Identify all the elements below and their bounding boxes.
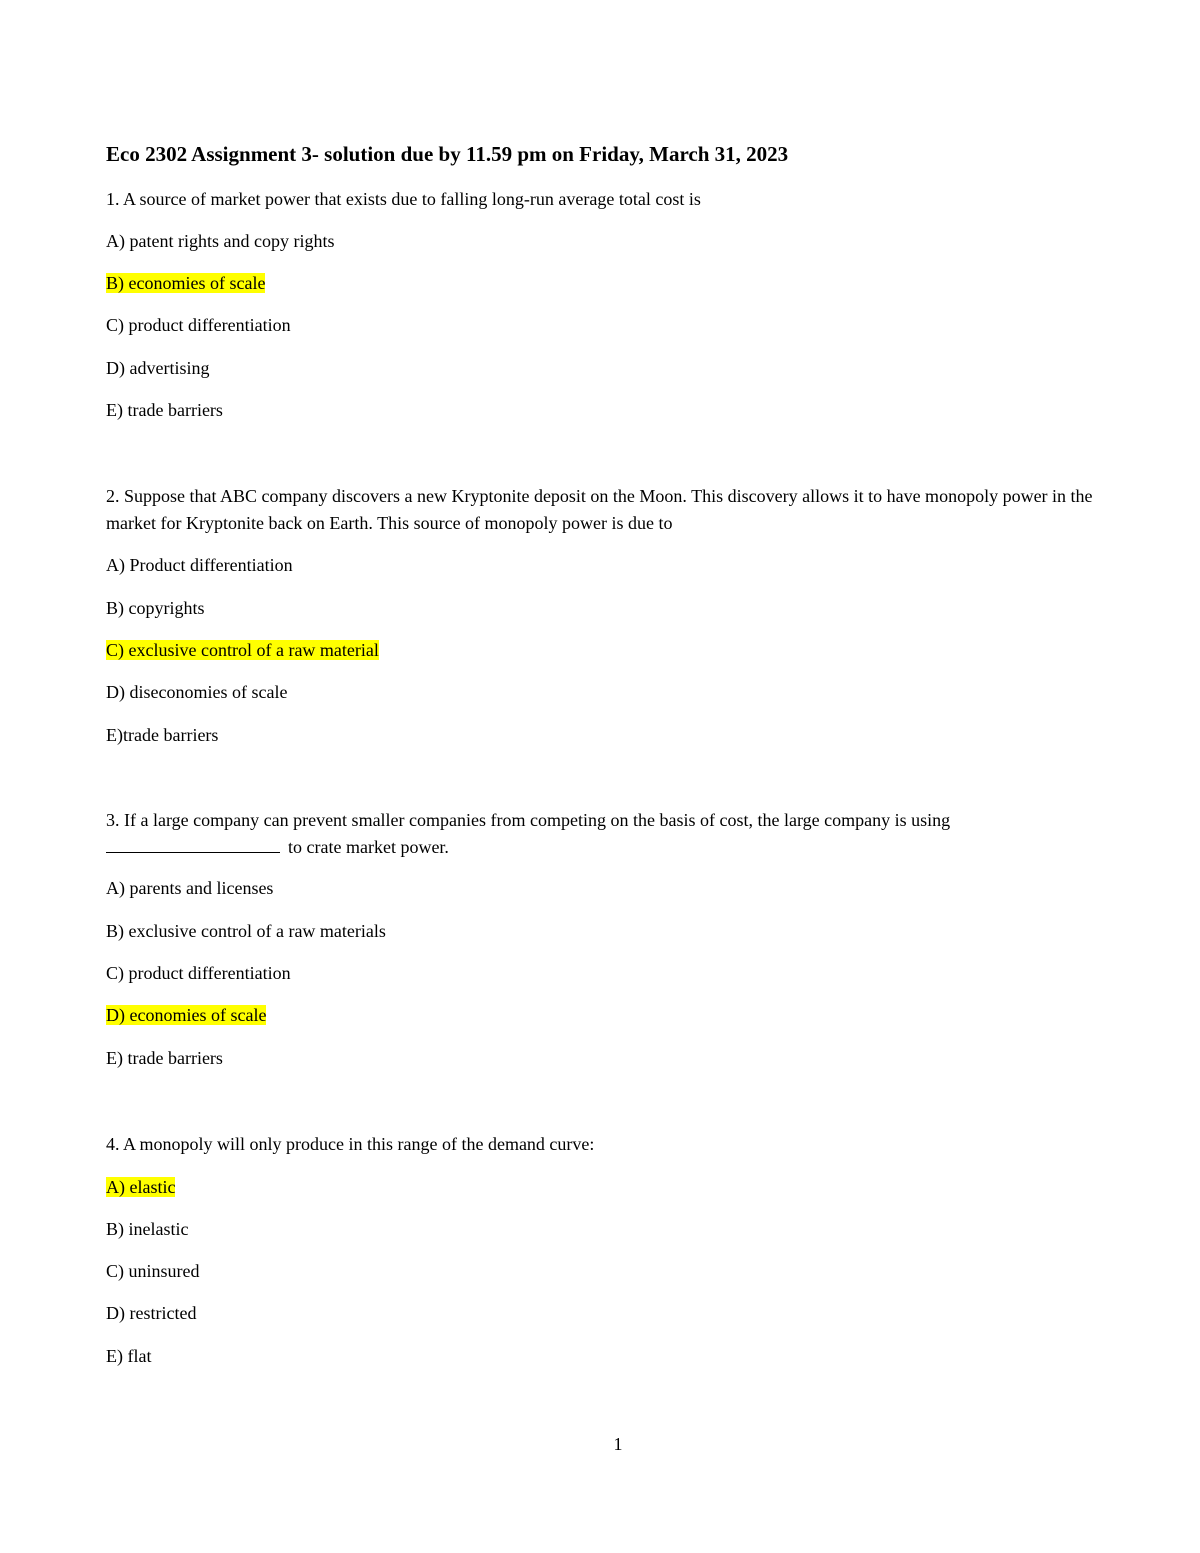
- question-2-option-c-answer: [106, 637, 379, 664]
- question-3-option-b: B) exclusive control of a raw materials: [106, 921, 386, 941]
- question-4-option-b: B) inelastic: [106, 1219, 189, 1239]
- question-1-stem: 1. A source of market power that exists due to falling long-run average total cost is: [106, 189, 701, 209]
- question-1-option-e: E) trade barriers: [106, 400, 223, 420]
- answer-highlight: D) economies of scale: [106, 1005, 267, 1025]
- question-3-option-e: E) trade barriers: [106, 1048, 223, 1068]
- question-3-stem-tail: to crate market power.: [106, 834, 449, 861]
- question-3-option-a: A) parents and licenses: [106, 878, 274, 898]
- question-3-option-c: C) product differentiation: [106, 963, 291, 983]
- fill-in-blank: [106, 834, 280, 853]
- question-4-option-c: C) uninsured: [106, 1261, 200, 1281]
- page-number: 1: [613, 1434, 623, 1454]
- question-2-option-d: D) diseconomies of scale: [106, 682, 288, 702]
- answer-highlight: A) elastic: [106, 1177, 176, 1197]
- question-2-option-e: E)trade barriers: [106, 725, 219, 745]
- question-1-option-c: C) product differentiation: [106, 315, 291, 335]
- question-4-option-e: E) flat: [106, 1346, 152, 1366]
- question-4-stem: 4. A monopoly will only produce in this range of the demand curve:: [106, 1134, 595, 1154]
- question-1-option-d: D) advertising: [106, 358, 210, 378]
- question-1-option-a: A) patent rights and copy rights: [106, 231, 335, 251]
- question-2-option-b: B) copyrights: [106, 598, 205, 618]
- answer-highlight: B) economies of scale: [106, 273, 266, 293]
- question-3-stem: 3. If a large company can prevent smaller companies from competing on the basis of cost, the large company is using: [106, 810, 951, 830]
- question-4-option-a-answer: [106, 1174, 175, 1201]
- question-1-option-b-answer: [106, 270, 265, 297]
- assignment-title: Eco 2302 Assignment 3- solution due by 11.59 pm on Friday, March 31, 2023: [106, 142, 789, 166]
- question-3-option-d-answer: [106, 1002, 266, 1029]
- answer-highlight: C) exclusive control of a raw material: [106, 640, 379, 660]
- question-2-option-a: A) Product differentiation: [106, 555, 293, 575]
- question-4-option-d: D) restricted: [106, 1303, 197, 1323]
- question-2-stem: 2. Suppose that ABC company discovers a new Kryptonite deposit on the Moon. This discovery allows it to have monopoly power in the market for Kryptonite back on Earth. This source of monopoly power is due to: [106, 486, 1093, 533]
